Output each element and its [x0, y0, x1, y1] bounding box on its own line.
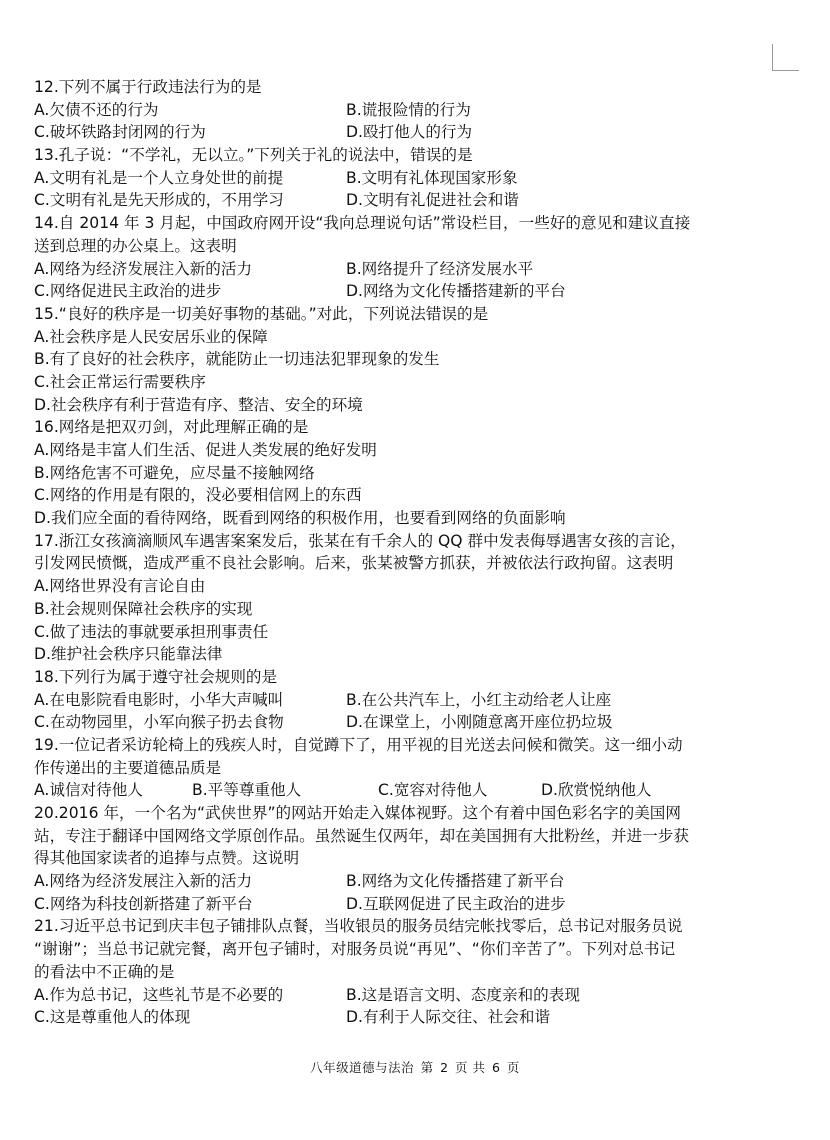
answer-option: B.网络危害不可避免，应尽量不接触网络	[34, 463, 315, 482]
footer-page-mid: 页 共	[455, 1060, 486, 1075]
option-row	[34, 99, 779, 122]
option-row	[34, 870, 779, 893]
answer-option: B.文明有礼体现国家形象	[346, 168, 518, 187]
option-row	[34, 258, 779, 281]
answer-option: D.文明有礼促进社会和谐	[346, 191, 519, 210]
answer-option: D.殴打他人的行为	[346, 123, 473, 142]
question-stem: 得其他国家读者的追捧与点赞。这说明	[34, 849, 300, 868]
option-row	[34, 1006, 779, 1029]
question-stem: 18.下列行为属于遵守社会规则的是	[34, 667, 278, 686]
question-block	[34, 530, 779, 666]
answer-option: D.有利于人际交往、社会和谐	[346, 1008, 551, 1027]
option-row	[34, 167, 779, 190]
question-list	[34, 76, 779, 1029]
answer-option: A.欠债不还的行为	[34, 100, 159, 119]
answer-option: C.社会正常运行需要秩序	[34, 372, 206, 391]
question-stem: 作传递出的主要道德品质是	[34, 758, 222, 777]
question-block	[34, 303, 779, 416]
option-row	[34, 280, 779, 303]
question-block	[34, 144, 779, 212]
answer-option: A.网络世界没有言论自由	[34, 577, 206, 596]
answer-option: D.我们应全面的看待网络，既看到网络的积极作用，也要看到网络的负面影响	[34, 509, 566, 528]
answer-option: B.网络提升了经济发展水平	[346, 259, 534, 278]
question-stem: 送到总理的办公桌上。这表明	[34, 236, 237, 255]
answer-option: C.破坏铁路封闭网的行为	[34, 123, 206, 142]
answer-option: C.宽容对待他人	[378, 781, 488, 800]
question-stem: 19.一位记者采访轮椅上的残疾人时，自觉蹲下了，用平视的目光送去问候和微笑。这一细小动	[34, 735, 683, 754]
answer-option: D.网络为文化传播搭建新的平台	[346, 282, 566, 301]
answer-option: B.谎报险情的行为	[346, 100, 471, 119]
question-block	[34, 76, 779, 144]
footer-page-number: 2	[440, 1060, 449, 1075]
answer-option: A.社会秩序是人民安居乐业的保障	[34, 327, 268, 346]
answer-option: A.网络为经济发展注入新的活力	[34, 259, 253, 278]
answer-option: D.互联网促进了民主政治的进步	[346, 894, 566, 913]
question-stem: 12.下列不属于行政违法行为的是	[34, 78, 262, 96]
answer-option: D.欣赏悦纳他人	[541, 781, 652, 800]
option-row	[34, 121, 779, 144]
question-stem: 引发网民愤慨，造成严重不良社会影响。后来，张某被警方抓获，并被依法行政拘留。这表明	[34, 554, 674, 573]
answer-option: A.诚信对待他人	[34, 781, 143, 800]
option-row	[34, 189, 779, 212]
question-stem: 16.网络是把双刃剑，对此理解正确的是	[34, 418, 309, 437]
question-stem: 14.自 2014 年 3 月起，中国政府网开设“我向总理说句话”常设栏目，一些好的意见和建议直接	[34, 214, 691, 233]
question-block	[34, 802, 779, 915]
question-block	[34, 416, 779, 529]
answer-option: D.维护社会秩序只能靠法律	[34, 645, 223, 664]
answer-option: A.网络为经济发展注入新的活力	[34, 872, 253, 891]
answer-option: D.在课堂上，小刚随意离开座位扔垃圾	[346, 713, 613, 732]
option-row	[34, 984, 779, 1007]
page-footer	[0, 1058, 830, 1076]
question-block	[34, 915, 779, 1028]
answer-option: C.网络的作用是有限的，没必要相信网上的东西	[34, 486, 362, 505]
answer-option: C.做了违法的事就要承担刑事责任	[34, 622, 269, 641]
question-block	[34, 666, 779, 734]
answer-option: B.有了良好的社会秩序，就能防止一切违法犯罪现象的发生	[34, 350, 440, 369]
question-stem: 21.习近平总书记到庆丰包子铺排队点餐，当收银员的服务员结完帐找零后，总书记对服务员说	[34, 917, 683, 936]
answer-option: A.网络是丰富人们生活、促进人类发展的绝好发明	[34, 441, 377, 459]
answer-option: B.平等尊重他人	[192, 781, 302, 800]
answer-option: C.网络促进民主政治的进步	[34, 282, 222, 301]
footer-page-total: 6	[491, 1060, 501, 1075]
question-stem: 17.浙江女孩滴滴顺风车遇害案案发后，张某在有千余人的 QQ 群中发表侮辱遇害女孩的言论，	[34, 531, 686, 550]
answer-option: A.在电影院看电影时，小华大声喊叫	[34, 690, 284, 709]
answer-option: B.社会规则保障社会秩序的实现	[34, 599, 253, 618]
answer-option: B.网络为文化传播搭建了新平台	[346, 872, 565, 891]
answer-option: C.在动物园里，小军向猴子扔去食物	[34, 713, 284, 732]
answer-option: C.这是尊重他人的体现	[34, 1008, 191, 1027]
question-stem: 15.“良好的秩序是一切美好事物的基础。”对此，下列说法错误的是	[34, 304, 489, 323]
footer-page-prefix: 第	[420, 1060, 434, 1075]
question-stem: “谢谢”；当总书记就完餐，离开包子铺时，对服务员说“再见”、“你们辛苦了”。下列对总书记	[34, 940, 676, 959]
answer-option: D.社会秩序有利于营造有序、整洁、安全的环境	[34, 395, 363, 414]
corner-crop-mark	[772, 44, 799, 71]
answer-option: A.文明有礼是一个人立身处世的前提	[34, 168, 284, 187]
option-row	[34, 779, 779, 802]
question-stem: 的看法中不正确的是	[34, 962, 175, 981]
answer-option: B.在公共汽车上，小红主动给老人让座	[346, 690, 612, 709]
question-block	[34, 734, 779, 802]
answer-option: A.作为总书记，这些礼节是不必要的	[34, 985, 284, 1004]
option-row	[34, 893, 779, 916]
question-block	[34, 212, 779, 303]
question-stem: 站，专注于翻译中国网络文学原创作品。虽然诞生仅两年，却在美国拥有大批粉丝，并进一步获	[34, 826, 689, 845]
option-row	[34, 689, 779, 712]
answer-option: C.文明有礼是先天形成的，不用学习	[34, 191, 284, 210]
option-row	[34, 711, 779, 734]
answer-option: B.这是语言文明、态度亲和的表现	[346, 985, 580, 1004]
question-stem: 13.孔子说：“不学礼，无以立。”下列关于礼的说法中，错误的是	[34, 146, 473, 165]
footer-page-suffix: 页	[506, 1060, 520, 1075]
question-stem: 20.2016 年，一个名为“武侠世界”的网站开始走入媒体视野。这个有着中国色彩名字的美国网	[34, 804, 681, 822]
answer-option: C.网络为科技创新搭建了新平台	[34, 894, 253, 913]
footer-subject: 八年级道德与法治	[310, 1060, 415, 1075]
